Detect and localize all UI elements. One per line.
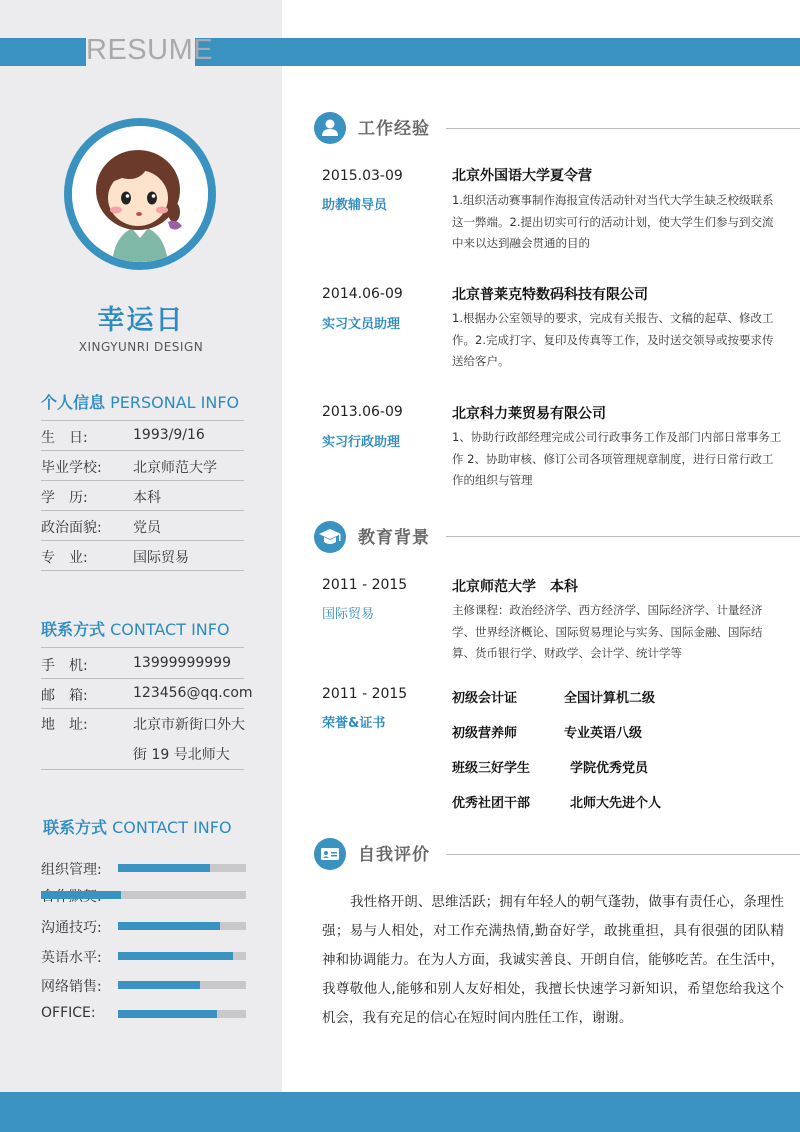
skill-bar-fill: [118, 922, 220, 930]
info-row-politics: [41, 511, 244, 541]
self-eval-text: 我性格开朗、思维活跃；拥有年轻人的朝气蓬勃，做事有责任心，条理性强；易与人相处，对工作充满热情,勤奋好学，敢挑重担，具有很强的团队精神和协调能力。在为人方面，我诚实善良、开朗自信，能够吃苦。在生活中，我尊敬他人,能够和别人友好相处，我擅长快速学习新知识，希望您给我这个机会，我有充足的信心在短时间内胜任工作，谢谢。: [322, 894, 784, 1026]
cert-item: 专业英语八级: [564, 726, 643, 741]
divider: [446, 128, 800, 129]
work-role: 实习文员助理: [322, 317, 401, 332]
info-value: 1993/9/16: [133, 427, 205, 443]
divider: [446, 854, 800, 855]
skill-label: 英语水平:: [41, 950, 102, 966]
contact-label: 手 机:: [41, 658, 88, 674]
education-major: 国际贸易: [322, 607, 375, 622]
contact-email: 123456@qq.com: [133, 685, 253, 701]
info-label: 学 历:: [41, 490, 88, 506]
skills-heading-en: CONTACT INFO: [112, 818, 232, 837]
skill-bar: [118, 952, 246, 960]
work-org: 北京科力莱贸易有限公司: [452, 406, 606, 422]
honors-date: 2011 - 2015: [322, 686, 408, 702]
info-value: 本科: [133, 490, 161, 506]
user-icon: [314, 112, 346, 144]
header-bar-right: [195, 38, 800, 66]
skill-label: 沟通技巧:: [41, 920, 102, 936]
work-desc: 1.组织活动赛事制作海报宣传活动针对当代大学生缺乏校级联系这一弊端。2.提出切实可行的活动计划，使大学生们参与到交流中来以达到融会贯通的目的: [452, 193, 774, 250]
cert-item: 班级三好学生: [452, 761, 531, 776]
work-desc: 1、协助行政部经理完成公司行政事务工作及部门内部日常事务工作 2、协助审核、修订公司各项管理规章制度，进行日常行政工作的组织与管理: [452, 430, 782, 487]
info-value: 北京师范大学: [133, 460, 217, 476]
skill-bar-fill: [118, 1010, 217, 1018]
contact-info-heading-cn: 联系方式: [41, 620, 106, 639]
skill-row: [41, 886, 246, 904]
info-label: 政治面貌:: [41, 520, 102, 536]
skill-row: [41, 947, 246, 965]
skill-label: OFFICE:: [41, 1005, 96, 1021]
work-section-title: 工作经验: [358, 119, 430, 139]
contact-phone: 13999999999: [133, 655, 231, 671]
info-label: 生 日:: [41, 430, 88, 446]
cert-item: 优秀社团干部: [452, 796, 531, 811]
skill-bar: [41, 891, 246, 899]
skill-bar: [118, 981, 246, 989]
info-label: 毕业学校:: [41, 460, 102, 476]
work-date: 2013.06-09: [322, 404, 403, 420]
work-desc: 1.根据办公室领导的要求，完成有关报告、文稿的起草、修改工作。2.完成打字、复印及传真等工作，及时送交领导或按要求传送给客户。: [452, 311, 774, 368]
cert-item: 北师大先进个人: [570, 796, 662, 811]
info-value: 国际贸易: [133, 550, 189, 566]
work-role: 实习行政助理: [322, 435, 401, 450]
work-date: 2014.06-09: [322, 286, 403, 302]
divider: [41, 678, 244, 679]
info-row-degree: [41, 481, 244, 511]
header-bar-left: [0, 38, 86, 66]
work-role: 助教辅导员: [322, 198, 388, 213]
resume-title: RESUME: [86, 34, 214, 66]
footer-bar: [0, 1092, 800, 1132]
skill-label: 组织管理:: [41, 862, 102, 878]
skill-bar-fill: [118, 864, 210, 872]
candidate-subtitle: XINGYUNRI DESIGN: [78, 340, 204, 354]
skills-heading-cn: 联系方式: [43, 818, 108, 837]
id-card-icon: [314, 838, 346, 870]
info-label: 专 业:: [41, 550, 88, 566]
skill-bar-fill: [41, 891, 121, 899]
education-courses: 主修课程：政治经济学、西方经济学、国际经济学、计量经济学、世界经济概论、国际贸易理论与实务、国际金融、国际结算、货币银行学、财政学、会计学、统计学等: [452, 603, 763, 660]
skill-bar-fill: [118, 981, 200, 989]
education-school: 北京师范大学 本科: [452, 579, 578, 595]
contact-address-line2: 街 19 号北师大: [133, 747, 230, 763]
education-section-title: 教育背景: [358, 528, 430, 548]
cert-item: 全国计算机二级: [564, 691, 656, 706]
personal-info-heading-en: PERSONAL INFO: [110, 393, 240, 412]
info-row-school: [41, 451, 244, 481]
self-eval-section-title: 自我评价: [358, 845, 430, 865]
work-org: 北京外国语大学夏令营: [452, 168, 592, 184]
skill-row: [41, 976, 246, 994]
info-row-birthday: [41, 421, 244, 451]
contact-address-line1: 北京市新街口外大: [133, 717, 245, 733]
avatar: [64, 118, 216, 270]
cert-item: 初级营养师: [452, 726, 518, 741]
skills-heading: [43, 815, 232, 838]
cert-item: 初级会计证: [452, 691, 518, 706]
avatar-illustration: [72, 126, 208, 262]
work-date: 2015.03-09: [322, 168, 403, 184]
graduation-cap-icon: [314, 521, 346, 553]
personal-info-heading: [41, 390, 239, 413]
education-date: 2011 - 2015: [322, 577, 408, 593]
skill-row: [41, 917, 246, 935]
divider: [41, 708, 244, 709]
info-row-major: [41, 541, 244, 571]
divider: [41, 769, 244, 770]
honors-label: 荣誉&证书: [322, 716, 386, 731]
skill-bar-fill: [118, 952, 233, 960]
divider: [446, 536, 800, 537]
skill-bar: [118, 864, 246, 872]
info-value: 党员: [133, 520, 161, 536]
skill-bar: [118, 922, 246, 930]
contact-label: 邮 箱:: [41, 688, 88, 704]
skill-row: [41, 1005, 246, 1023]
work-org: 北京普莱克特数码科技有限公司: [452, 287, 648, 303]
divider: [41, 647, 244, 648]
candidate-name: 幸运日: [97, 305, 185, 336]
skill-label: 网络销售:: [41, 979, 102, 995]
skill-bar: [118, 1010, 246, 1018]
cert-item: 学院优秀党员: [570, 761, 649, 776]
personal-info-heading-cn: 个人信息: [41, 393, 106, 412]
contact-info-heading-en: CONTACT INFO: [110, 620, 230, 639]
contact-info-heading: [41, 617, 230, 640]
skill-row: [41, 859, 246, 877]
contact-label: 地 址:: [41, 717, 88, 733]
